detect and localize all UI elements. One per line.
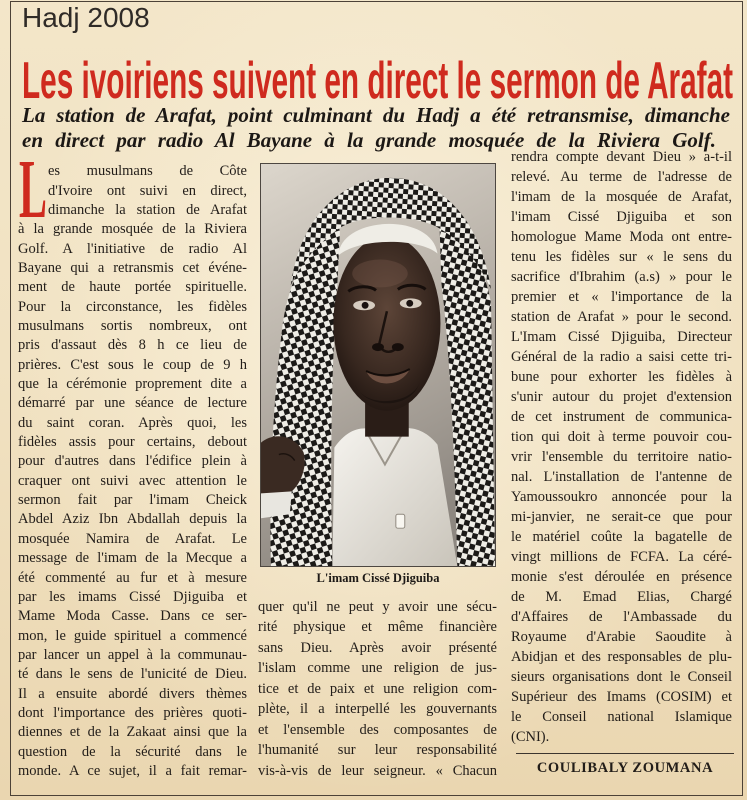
text-line: vis-à-vis de leur seigneur. « Chacun <box>258 762 497 779</box>
text-line: de M. Emad Elias, Chargé <box>511 589 732 605</box>
text-line: du saint coran. Après quoi, les <box>18 414 247 431</box>
text-line: été commenté au fur et à mesure <box>18 569 247 586</box>
text-line: mon, le guide spirituel a commencé <box>18 627 247 644</box>
text-line: monde. A ce sujet, il a fait remar- <box>18 762 247 779</box>
text-line: démarré par une séance de lecture <box>18 395 247 412</box>
text-line: question de la sécurité dans le <box>18 743 247 760</box>
text-line: à la grande mosquée de la Riviera <box>18 221 247 238</box>
text-line: bune pour exhorter les fidèles à <box>511 369 732 385</box>
headline-text: Les ivoiriens suivent en direct le sermon de Arafat <box>22 52 733 110</box>
section-label: Hadj 2008 <box>22 2 150 33</box>
text-line: pour d'autres dans l'édifice plein à <box>18 453 247 470</box>
text-line: sacrifice d'Ibrahim (a.s) » pour le <box>511 269 732 285</box>
text-line: ment de haute portée spirituelle. <box>18 279 247 296</box>
text-line: craquer ont suivi avec attention le <box>18 472 247 489</box>
column-left <box>18 162 247 781</box>
text-line: musulmans sortis nombreux, ont <box>18 318 247 335</box>
text-line: vingt millions de FCFA. La céré- <box>511 549 732 565</box>
text-line: diennes et de la Zakaat ainsi que la <box>18 724 247 741</box>
text-line: L'Imam Cissé Djiguiba, Directeur <box>511 329 732 345</box>
text-line: mi-janvier, ne serait-ce que pour <box>511 509 732 525</box>
text-line: Pour la circonstance, les fidèles <box>18 298 247 315</box>
text-line: nal. L'installation de l'antenne de <box>511 469 732 485</box>
text-line: Général de la radio a saisi cette tri- <box>511 349 732 365</box>
text-line: pris d'assaut dès 8 h ce lieu de <box>18 337 247 354</box>
byline: COULIBALY ZOUMANA <box>536 760 714 776</box>
text-line: l'imam Cissé Djiguiba et son <box>511 209 732 225</box>
text-line: mosquée Namira de Arafat. Le <box>18 530 247 547</box>
text-line: s'unir autour du projet d'extension <box>511 389 732 405</box>
text-line: (CNI). <box>511 729 550 745</box>
text-line: monie s'est déroulée en présence <box>511 569 732 585</box>
text-line: fidèles assis pour certains, debout <box>18 434 247 451</box>
text-line: Mame Moda Casse. Dans ce ser- <box>18 608 247 625</box>
text-line: rendra compte devant Dieu » a-t-il <box>511 149 732 165</box>
text-line: message de l'imam de la Mecque a <box>18 550 247 567</box>
text-line: homologue Mame Moda ont entre- <box>511 229 732 245</box>
text-line: es musulmans de Côte <box>48 163 247 180</box>
column-right <box>511 147 732 747</box>
lead-line: La station de Arafat, point culminant du Hadj a été retransmise, dimanche <box>22 103 730 127</box>
text-line: Abidjan et des responsables de plu- <box>511 649 732 665</box>
drop-cap-letter: L <box>19 143 47 236</box>
text-line: tice et de paix et une religion com- <box>258 680 497 697</box>
photo-caption: L'imam Cissé Djiguiba <box>316 571 440 585</box>
text-line: premier et « l'importance de la <box>511 289 732 305</box>
text-line: Abdel Aziz Ibn Abdallah depuis la <box>18 511 247 528</box>
column-middle <box>258 597 497 782</box>
text-line: Yamoussoukro annoncée pour la <box>511 489 732 505</box>
lead-line: en direct par radio Al Bayane à la grande mosquée de la Riviera Golf. <box>22 128 716 152</box>
text-line: par lancer un appel à la communau- <box>18 646 247 663</box>
text-line: le Conseil national Islamique <box>511 709 732 725</box>
text-line: l'imam de la mosquée de Arafat, <box>511 189 732 205</box>
text-line: Il a ensuite abordé divers thèmes <box>18 685 247 702</box>
text-line: rité physique et même financière <box>258 619 497 636</box>
text-line: vrir l'ensemble du territoire natio- <box>511 449 732 465</box>
text-line: té dans le sens de l'unicité de Dieu. <box>18 666 247 683</box>
text-line: Golf. A l'initiative de radio Al <box>18 240 247 257</box>
text-line: Bayane qui a retransmis cet événe- <box>18 260 247 277</box>
text-line: quer qu'il ne peut y avoir une sécu- <box>258 598 497 615</box>
text-line: de cet instrument de communica- <box>511 409 732 425</box>
text-line: relevé. Au terme de l'adresse de <box>511 169 732 185</box>
text-line: le matériel coûte la bagatelle de <box>511 529 732 545</box>
text-line: par les imams Cissé Djiguiba et <box>18 588 247 605</box>
text-line: prières. C'est sous le coup de 9 h <box>18 356 247 373</box>
text-line: station de Arafat » pour le second. <box>511 309 732 325</box>
text-line: et l'ensemble des composantes de <box>258 721 497 738</box>
text-line: Royaume d'Arabie Saoudite à <box>511 629 732 645</box>
text-line: tenu les fidèles sur « le sens du <box>511 249 732 265</box>
text-line: l'islam comme une religion de jus- <box>258 660 497 677</box>
headline <box>20 50 735 110</box>
imam-photo <box>260 163 496 567</box>
text-line: Supérieur des Imams (COSIM) et <box>511 689 732 705</box>
text-line: plète, il a interpellé les gouvernants <box>258 701 497 718</box>
text-line: tion qui doit à terme pouvoir cou- <box>511 429 732 445</box>
text-line: d'Ivoire ont suivi en direct, <box>48 182 247 199</box>
text-line: dont l'importance des prières quoti- <box>18 704 247 721</box>
text-line: sermon fait par l'imam Cheick <box>18 492 247 509</box>
text-line: dimanche la station de Arafat <box>48 201 247 218</box>
text-line: sieurs organisations dont le Conseil <box>511 669 732 685</box>
text-line: l'humanité sur leur responsabilité <box>258 742 497 759</box>
lead-paragraph <box>22 103 730 153</box>
text-line: sans Dieu. Après avoir présenté <box>258 639 497 656</box>
byline-rule <box>516 753 734 754</box>
text-line: d'Affaires de l'Ambassade du <box>511 609 732 625</box>
text-line: que la cérémonie proprement dite a <box>18 376 247 393</box>
